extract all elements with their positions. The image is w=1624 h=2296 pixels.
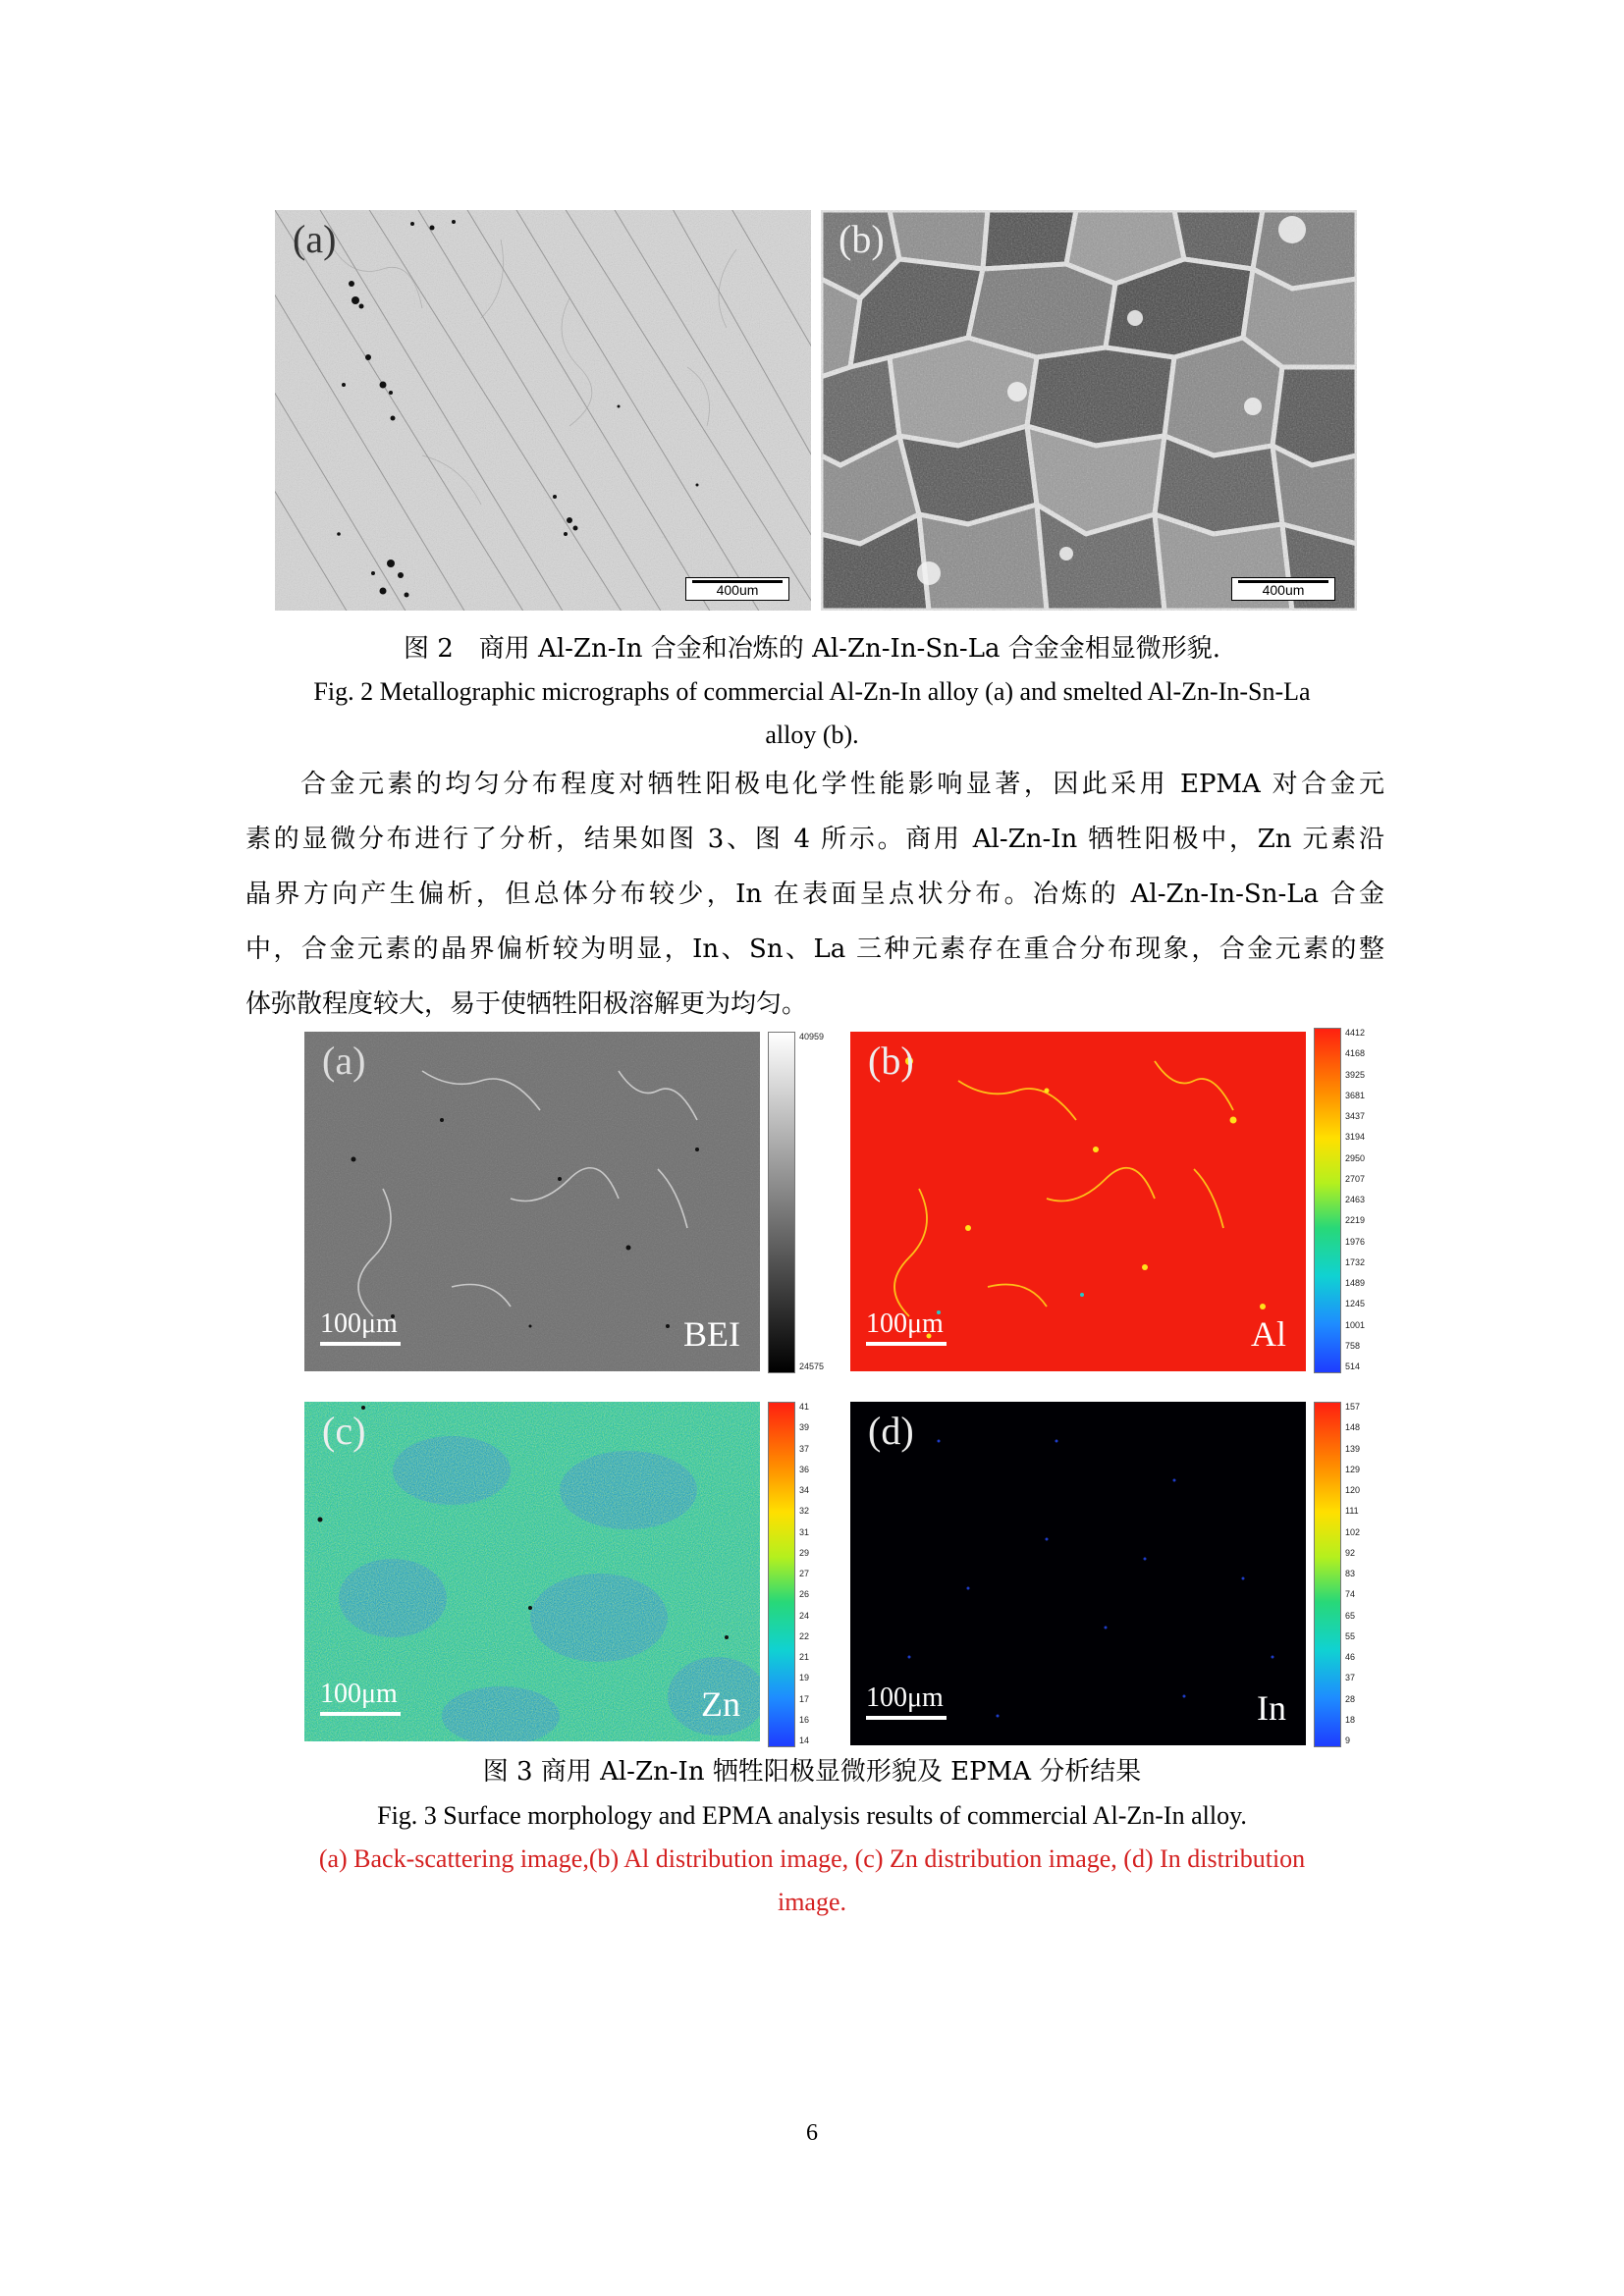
colorbar-tick: 92	[1345, 1547, 1356, 1558]
figure2-caption-en-line1: Fig. 2 Metallographic micrographs of commercial Al-Zn-In alloy (a) and smelted Al-Zn-In-Sn-La	[313, 677, 1311, 706]
colorbar-tick: 1489	[1345, 1278, 1366, 1288]
scale-bar-label: 100μm	[320, 1308, 398, 1339]
colorbar-tick: 3681	[1345, 1090, 1366, 1100]
colorbar-tick: 157	[1345, 1402, 1361, 1412]
colorbar-tick: 34	[799, 1485, 810, 1495]
epma-map-bei	[304, 1032, 760, 1371]
colorbar-tick: 4412	[1345, 1028, 1366, 1038]
figure3-caption-note-line1: (a) Back-scattering image,(b) Al distribution image, (c) Zn distribution image, (d) In distribution	[318, 1844, 1306, 1873]
colorbar-tick: 1976	[1345, 1236, 1366, 1247]
figure3-caption-note-line2: image.	[777, 1888, 847, 1916]
colorbar-tick: 26	[799, 1589, 810, 1600]
colorbar-tick: 31	[799, 1526, 810, 1537]
figure2-caption-cn: 图 2 商用 Al-Zn-In 合金和冶炼的 Al-Zn-In-Sn-La 合金金相显微形貌.	[403, 634, 1220, 664]
scale-bar-label: 100μm	[866, 1308, 944, 1339]
colorbar-tick: 102	[1345, 1526, 1361, 1537]
figure2-caption-en-line2: alloy (b).	[765, 721, 859, 749]
body-paragraph-line-2: 素的显微分布进行了分析，结果如图 3、图 4 所示。商用 Al-Zn-In 牺牲阳极中，Zn 元素沿	[245, 825, 1384, 854]
scale-bar-line	[866, 1342, 947, 1346]
colorbar-tick: 21	[799, 1652, 810, 1662]
colorbar-tick: 18	[1345, 1714, 1356, 1725]
scale-bar-label: 400um	[716, 582, 759, 598]
colorbar-tick: 758	[1345, 1340, 1361, 1351]
colorbar-tick: 83	[1345, 1569, 1356, 1578]
colorbar-tick: 148	[1345, 1422, 1361, 1433]
colorbar-bei	[768, 1032, 795, 1373]
epma-map-in-element: In	[1257, 1688, 1286, 1728]
scale-bar-label: 400um	[1262, 582, 1305, 598]
epma-map-al-label: (b)	[868, 1039, 914, 1083]
epma-map-al-scale-bar	[866, 1310, 947, 1346]
epma-map-in-scale-bar	[866, 1684, 947, 1720]
colorbar-tick: 24575	[799, 1362, 825, 1371]
colorbar-tick: 111	[1345, 1506, 1359, 1517]
colorbar-tick: 41	[799, 1402, 810, 1412]
colorbar-tick: 1245	[1345, 1299, 1366, 1309]
colorbar-zn-ticks	[799, 1402, 839, 1745]
epma-map-al	[850, 1032, 1306, 1371]
figure3-caption-en: Fig. 3 Surface morphology and EPMA analysis results of commercial Al-Zn-In alloy.	[377, 1801, 1247, 1830]
page-number: 6	[806, 2120, 818, 2146]
body-paragraph-line-3: 晶界方向产生偏析，但总体分布较少，In 在表面呈点状分布。冶炼的 Al-Zn-In-Sn-La 合金	[245, 880, 1384, 909]
colorbar-tick: 14	[799, 1735, 810, 1745]
colorbar-tick: 46	[1345, 1652, 1356, 1662]
epma-map-zn	[304, 1402, 760, 1741]
colorbar-tick: 2707	[1345, 1173, 1366, 1184]
colorbar-tick: 19	[799, 1673, 810, 1683]
colorbar-zn	[768, 1402, 795, 1747]
colorbar-al-ticks	[1345, 1028, 1384, 1371]
colorbar-tick: 2463	[1345, 1195, 1366, 1204]
colorbar-tick: 39	[799, 1422, 810, 1433]
colorbar-tick: 3194	[1345, 1132, 1366, 1143]
epma-map-bei-element: BEI	[683, 1314, 740, 1354]
colorbar-tick: 129	[1345, 1464, 1361, 1474]
colorbar-bei-ticks	[799, 1032, 839, 1371]
epma-map-in-label: (d)	[868, 1409, 914, 1453]
colorbar-tick: 36	[799, 1464, 810, 1474]
colorbar-tick: 37	[799, 1443, 810, 1454]
colorbar-tick: 32	[799, 1506, 810, 1517]
epma-map-bei-label: (a)	[322, 1039, 366, 1083]
epma-map-bei-scale-bar	[320, 1310, 401, 1346]
colorbar-al	[1314, 1028, 1341, 1373]
figure3-caption-cn: 图 3 商用 Al-Zn-In 牺牲阳极显微形貌及 EPMA 分析结果	[482, 1757, 1142, 1787]
epma-map-zn-element: Zn	[701, 1684, 740, 1724]
colorbar-tick: 27	[799, 1569, 810, 1578]
colorbar-tick: 514	[1345, 1362, 1361, 1371]
micrograph-b-scale-bar	[1231, 577, 1335, 601]
scale-bar-line	[320, 1342, 401, 1346]
colorbar-tick: 28	[1345, 1693, 1356, 1704]
micrograph-b-label: (b)	[839, 217, 885, 261]
colorbar-tick: 74	[1345, 1589, 1356, 1600]
colorbar-tick: 65	[1345, 1610, 1356, 1621]
colorbar-tick: 3925	[1345, 1069, 1366, 1080]
colorbar-tick: 3437	[1345, 1111, 1366, 1121]
colorbar-tick: 40959	[799, 1032, 825, 1041]
epma-map-zn-label: (c)	[322, 1409, 366, 1453]
colorbar-tick: 1732	[1345, 1256, 1366, 1267]
body-paragraph-line-4: 中，合金元素的晶界偏析较为明显，In、Sn、La 三种元素存在重合分布现象，合金元素的整	[245, 934, 1384, 964]
colorbar-tick: 139	[1345, 1443, 1361, 1454]
micrograph-a-label: (a)	[293, 217, 337, 261]
micrograph-a-scale-bar	[685, 577, 789, 601]
epma-map-al-element: Al	[1251, 1314, 1286, 1354]
colorbar-tick: 2219	[1345, 1215, 1366, 1226]
colorbar-in-ticks	[1345, 1402, 1384, 1745]
body-paragraph-line-5: 体弥散程度较大，易于使牺牲阳极溶解更为均匀。	[245, 989, 808, 1019]
colorbar-tick: 9	[1345, 1735, 1351, 1745]
micrograph-b	[821, 210, 1357, 611]
colorbar-in	[1314, 1402, 1341, 1747]
colorbar-tick: 2950	[1345, 1152, 1366, 1163]
body-paragraph-line-1: 合金元素的均匀分布程度对牺牲阳极电化学性能影响显著，因此采用 EPMA 对合金元	[300, 770, 1384, 799]
scale-bar-line	[320, 1712, 401, 1716]
micrograph-a-image	[275, 210, 811, 611]
colorbar-tick: 22	[799, 1630, 810, 1641]
scale-bar-label: 100μm	[320, 1679, 398, 1709]
colorbar-tick: 29	[799, 1547, 810, 1558]
micrograph-a	[275, 210, 811, 611]
colorbar-tick: 16	[799, 1714, 810, 1725]
colorbar-tick: 17	[799, 1693, 810, 1704]
epma-map-zn-scale-bar	[320, 1681, 401, 1716]
colorbar-tick: 37	[1345, 1673, 1356, 1683]
colorbar-tick: 55	[1345, 1630, 1356, 1641]
colorbar-tick: 1001	[1345, 1319, 1366, 1330]
micrograph-b-image	[821, 210, 1357, 611]
colorbar-tick: 4168	[1345, 1048, 1366, 1059]
colorbar-tick: 24	[799, 1610, 810, 1621]
scale-bar-line	[866, 1716, 947, 1720]
epma-map-in	[850, 1402, 1306, 1745]
scale-bar-label: 100μm	[866, 1682, 944, 1713]
colorbar-tick: 120	[1345, 1485, 1361, 1495]
